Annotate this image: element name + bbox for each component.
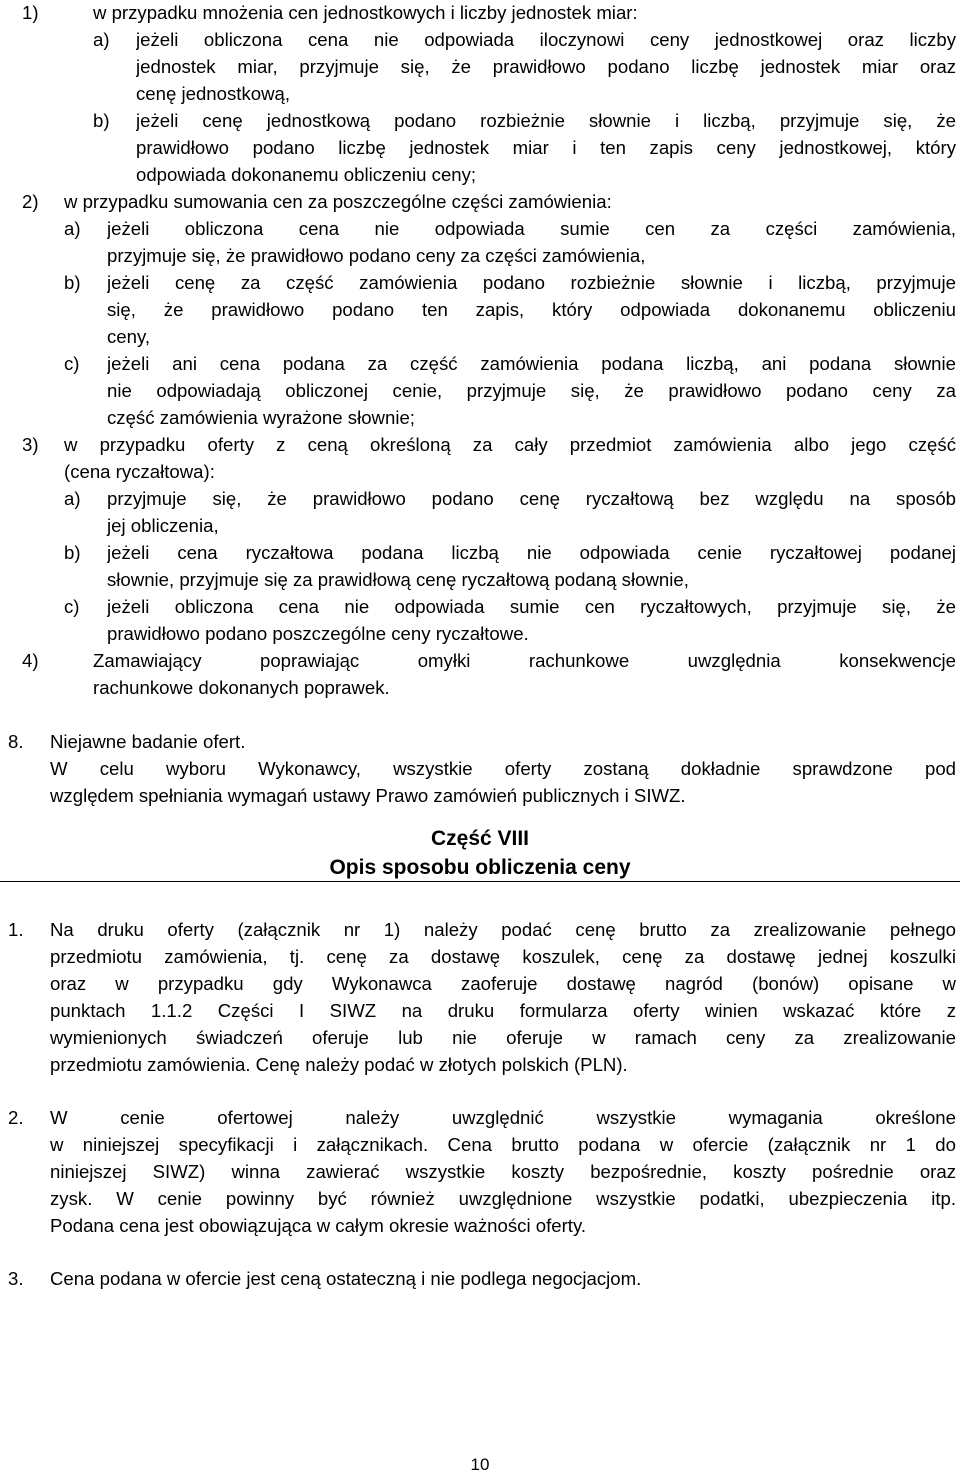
text-line: Cena podana w ofercie jest ceną ostateczną i nie podlega negocjacjom. [50, 1268, 642, 1289]
text-line: odpowiada dokonanemu obliczeniu ceny; [136, 164, 477, 185]
text-line: przyjmuje się, że prawidłowo podano ceny za części zamówienia, [107, 245, 646, 266]
section-number: 8. [8, 731, 24, 752]
text-line: W celu wyboru Wykonawcy, wszystkie oferty zostaną dokładnie sprawdzone pod [50, 758, 956, 779]
sub-marker: a) [64, 218, 81, 239]
text-line: słownie, przyjmuje się za prawidłową cenę ryczałtową podaną słownie, [107, 569, 689, 590]
text-line: oraz w przypadku gdy Wykonawca zaoferuje dostawę nagród (bonów) opisane w [50, 973, 956, 994]
list-marker: 1) [22, 2, 39, 23]
text-line: nie odpowiadają obliczonej cenie, przyjmuje się, że prawidłowo podano ceny za [107, 380, 956, 401]
text-line: jeżeli obliczona cena nie odpowiada iloczynowi ceny jednostkowej oraz liczby [136, 29, 956, 50]
text-line: część zamówienia wyrażone słownie; [107, 407, 415, 428]
sub-marker: b) [93, 110, 110, 131]
text-line: jednostek miar, przyjmuje się, że prawidłowo podano liczbę jednostek miar oraz [136, 56, 956, 77]
paragraph-number: 2. [8, 1107, 24, 1128]
text-line: (cena ryczałtowa): [64, 461, 215, 482]
text-line: przedmiotu zamówienia. Cenę należy podać w złotych polskich (PLN). [50, 1054, 628, 1075]
text-line: cenę jednostkową, [136, 83, 291, 104]
text-line: niniejszej SIWZ) winna zawierać wszystkie koszty bezpośrednie, koszty pośrednie oraz [50, 1161, 956, 1182]
list-item: w przypadku oferty z ceną określoną za cały przedmiot zamówienia albo jego część [64, 434, 956, 455]
section-title: Niejawne badanie ofert. [50, 731, 246, 752]
text-line: wymienionych świadczeń oferuje lub nie oferuje w ramach ceny za zrealizowanie [50, 1027, 956, 1048]
paragraph-number: 1. [8, 919, 24, 940]
text-line: jeżeli cenę jednostkową podano rozbieżnie słownie i liczbą, przyjmuje się, że [136, 110, 956, 131]
sub-marker: c) [64, 596, 80, 617]
text-line: W cenie ofertowej należy uwzględnić wszystkie wymagania określone [50, 1107, 956, 1128]
text-line: zysk. W cenie powinny być również uwzględnione wszystkie podatki, ubezpieczenia itp. [50, 1188, 956, 1209]
list-item: Zamawiający poprawiając omyłki rachunkowe uwzględnia konsekwencje [93, 650, 956, 671]
text-line: prawidłowo podano poszczególne ceny ryczałtowe. [107, 623, 529, 644]
text-line: Podana cena jest obowiązująca w całym okresie ważności oferty. [50, 1215, 587, 1236]
heading-divider [0, 881, 960, 882]
part-heading: Część VIII [430, 827, 530, 850]
list-marker: 4) [22, 650, 39, 671]
text-line: jeżeli ani cena podana za część zamówienia podana liczbą, ani podana słownie [107, 353, 956, 374]
text-line: się, że prawidłowo podano ten zapis, który odpowiada dokonanemu obliczeniu [107, 299, 956, 320]
text-line: w niniejszej specyfikacji i załącznikach. Cena brutto podana w ofercie (załącznik nr 1 do [50, 1134, 956, 1155]
text-line: jeżeli cena ryczałtowa podana liczbą nie odpowiada cenie ryczałtowej podanej [107, 542, 956, 563]
text-line: jej obliczenia, [107, 515, 219, 536]
page-number: 10 [470, 1455, 490, 1474]
sub-marker: b) [64, 272, 81, 293]
text-line: przedmiotu zamówienia, tj. cenę za dostawę koszulek, cenę za dostawę jednej koszulki [50, 946, 956, 967]
sub-marker: b) [64, 542, 81, 563]
list-marker: 2) [22, 191, 39, 212]
text-line: ceny, [107, 326, 151, 347]
text-line: rachunkowe dokonanych poprawek. [93, 677, 390, 698]
part-title: Opis sposobu obliczenia ceny [329, 856, 631, 879]
text-line: jeżeli cenę za część zamówienia podano rozbieżnie słownie i liczbą, przyjmuje [107, 272, 956, 293]
text-line: względem spełniania wymagań ustawy Prawo zamówień publicznych i SIWZ. [50, 785, 686, 806]
paragraph-number: 3. [8, 1268, 24, 1289]
list-marker: 3) [22, 434, 39, 455]
list-item: w przypadku mnożenia cen jednostkowych i liczby jednostek miar: [93, 2, 638, 23]
sub-marker: a) [64, 488, 81, 509]
text-line: prawidłowo podano liczbę jednostek miar i ten zapis ceny jednostkowej, który [136, 137, 956, 158]
text-line: przyjmuje się, że prawidłowo podano cenę ryczałtową bez względu na sposób [107, 488, 956, 509]
text-line: jeżeli obliczona cena nie odpowiada sumie cen za części zamówienia, [107, 218, 956, 239]
text-line: punktach 1.1.2 Części I SIWZ na druku formularza oferty winien wskazać które z [50, 1000, 956, 1021]
text-line: Na druku oferty (załącznik nr 1) należy podać cenę brutto za zrealizowanie pełnego [50, 919, 956, 940]
sub-marker: a) [93, 29, 110, 50]
sub-marker: c) [64, 353, 80, 374]
text-line: jeżeli obliczona cena nie odpowiada sumie cen ryczałtowych, przyjmuje się, że [107, 596, 956, 617]
list-item: w przypadku sumowania cen za poszczególne części zamówienia: [64, 191, 612, 212]
